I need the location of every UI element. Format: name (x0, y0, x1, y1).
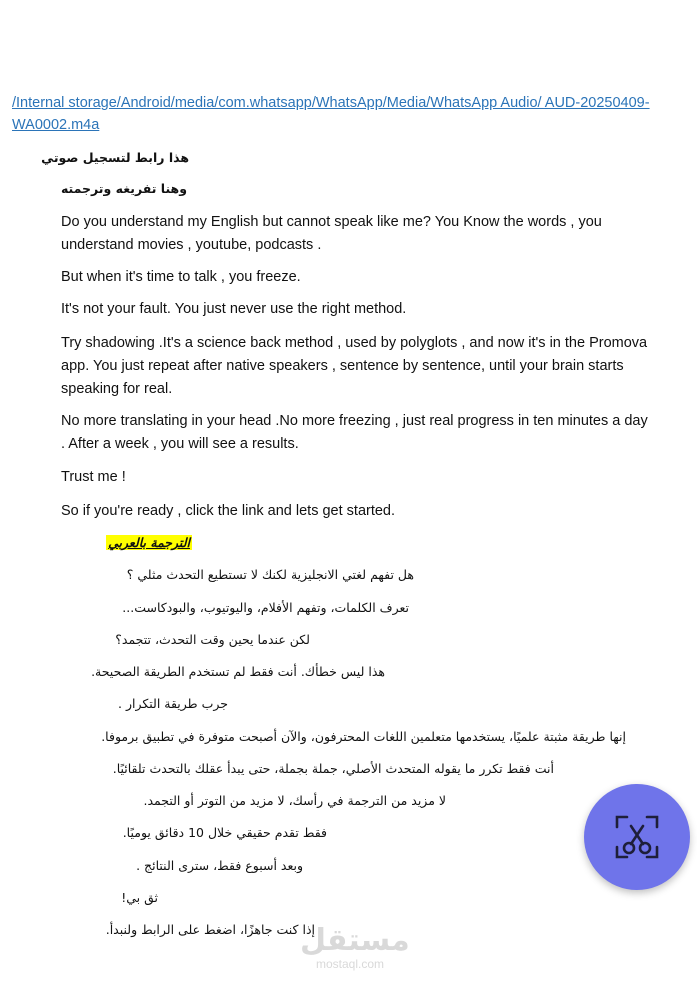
english-paragraph: It's not your fault. You just never use the right method. (61, 301, 407, 317)
english-paragraph: So if you're ready , click the link and lets get started. (61, 503, 396, 519)
screenshot-scissors-icon (610, 810, 664, 864)
arabic-line: إذا كنت جاهزًا، اضغط على الرابط ولنبدأ. (105, 922, 315, 937)
english-paragraph: Try shadowing .It's a science back method , used by polyglots , and now it's in the Promova app. You just repeat after native speakers , sentence by sentence, until your brain starts speaking for real. (61, 335, 648, 397)
audio-file-link[interactable]: /Internal storage/Android/media/com.whatsapp/WhatsApp/Media/WhatsApp Audio/ AUD-20250409-WA0002.m4a (12, 95, 650, 133)
arabic-line: لكن عندما يحين وقت التحدث، تتجمد؟ (115, 632, 310, 647)
arabic-line: جرب طريقة التكرار . (118, 696, 228, 711)
english-paragraph: Do you understand my English but cannot speak like me? You Know the words , you understand movies , youtube, podcasts . (61, 214, 602, 253)
arabic-line: لا مزيد من الترجمة في رأسك، لا مزيد من التوتر أو التجمد. (143, 793, 446, 808)
intro-line: وهنا تفريغه وترجمته (60, 181, 187, 196)
arabic-line: ثق بي! (121, 890, 158, 905)
arabic-line: وبعد أسبوع فقط، سترى النتائج . (136, 858, 303, 873)
arabic-line: فقط تقدم حقيقي خلال 10 دقائق يوميًا. (122, 825, 327, 840)
translation-heading: الترجمة بالعربي (108, 535, 190, 550)
english-paragraph: No more translating in your head .No more freezing , just real progress in ten minutes a day . After a week , you will see a results. (61, 413, 648, 452)
arabic-line: هذا ليس خطأك. أنت فقط لم تستخدم الطريقة الصحيحة. (91, 664, 385, 679)
screenshot-button[interactable] (584, 784, 690, 890)
english-paragraph: Trust me ! (61, 469, 126, 485)
watermark-arabic: مستقل (300, 923, 410, 958)
watermark (300, 923, 410, 971)
arabic-line: إنها طريقة مثبتة علميًا، يستخدمها متعلمين اللغات المحترفون، والآن أصبحت متوفرة في تطبيق برموفا. (101, 729, 626, 744)
arabic-line: هل تفهم لغتي الانجليزية لكنك لا تستطيع التحدث مثلي ؟ (126, 567, 414, 582)
watermark-latin: mostaql.com (315, 957, 385, 971)
arabic-line: أنت فقط تكرر ما يقوله المتحدث الأصلي، جملة بجملة، حتى يبدأ عقلك بالتحدث تلقائيًا. (112, 761, 554, 776)
arabic-line: تعرف الكلمات، وتفهم الأفلام، واليوتيوب، والبودكاست... (122, 600, 409, 615)
english-paragraph: But when it's time to talk , you freeze. (61, 269, 301, 285)
intro-line: هذا رابط لتسجيل صوتي (41, 150, 189, 165)
